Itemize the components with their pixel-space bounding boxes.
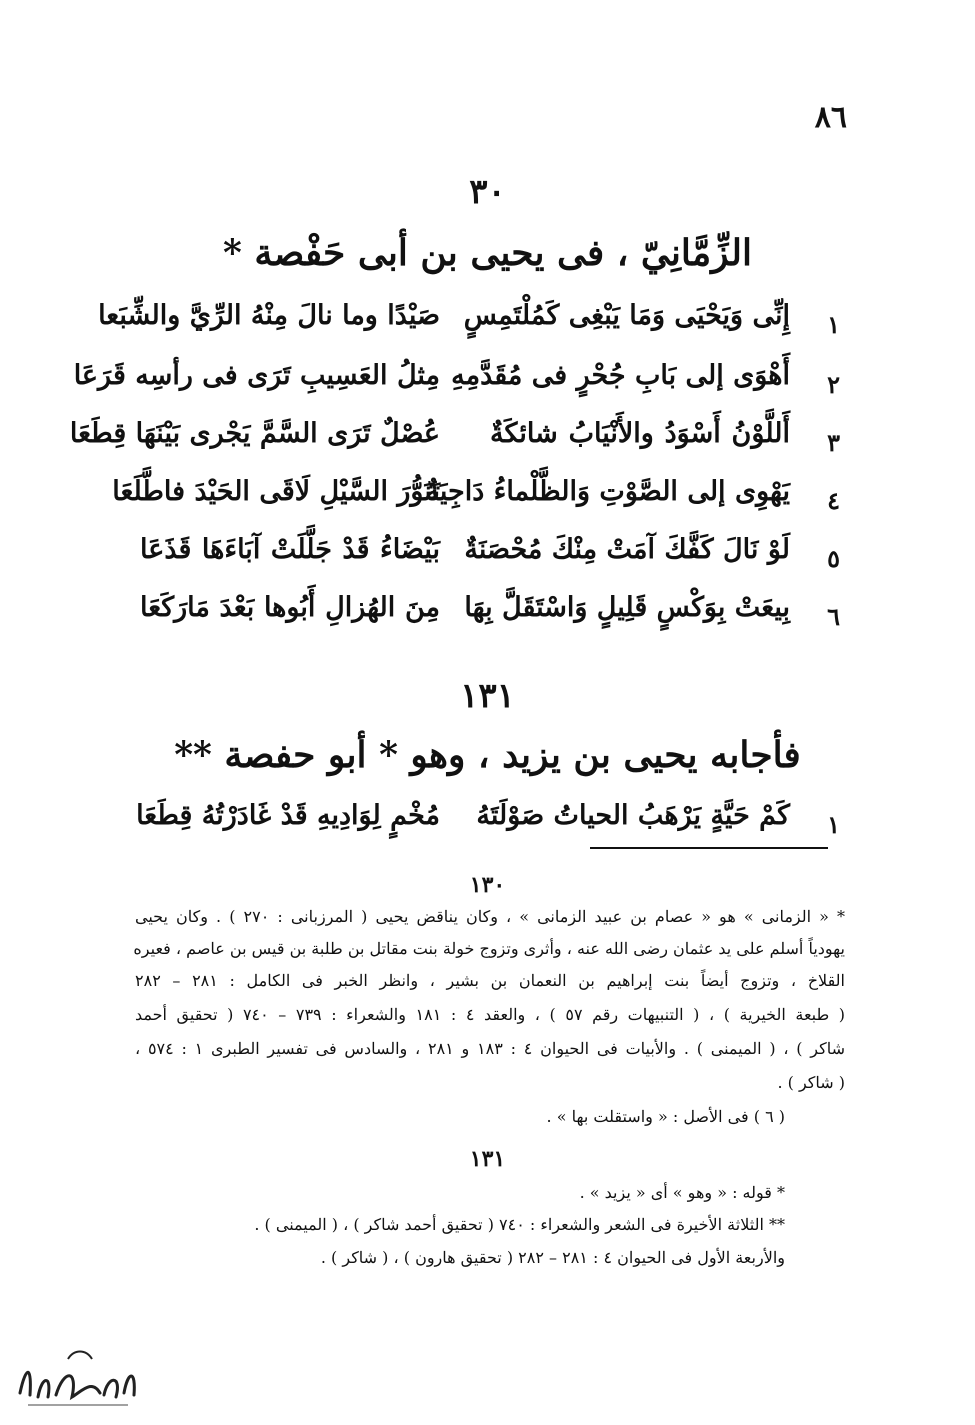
verse-second-hemistich: صَيْدًا وما نالَ مِنْهُ الرِّيَّ والشِّبَعا: [98, 300, 440, 331]
verse-first-hemistich: لَوْ نَالَ كَفَّكَ آمَتْ مِنْكَ مُحْصَنَةٌ: [464, 534, 790, 565]
verse-note: ( ٦ ) فى الأصل : « واستقلت بها » .: [546, 1107, 785, 1126]
page-number: ٨٦: [814, 100, 847, 135]
verse-first-hemistich: إِنِّى وَيَحْيَى وَمَا يَبْغِى كَمُلْتَمِسٍ: [463, 300, 790, 331]
footnote-separator: [590, 847, 828, 849]
note-line: يهودياً أسلم على يد عثمان رضى الله عنه ، وأثرى وتزوج خولة بنت مقاتل بن طلبة بن قيس بن عاصم ، فعيره: [133, 939, 845, 958]
notes-heading: ١٣١: [469, 1146, 506, 1172]
note-line: شاكر ) ، ( الميمنى ) . والأبيات فى الحيوان ٤ : ١٨٣ و ٢٨١ ، والسادس فى تفسير الطبرى ١ : ٥٧٤ ،: [135, 1039, 846, 1058]
verse-second-hemistich: بَيْضَاءُ قَدْ جَلَّلَتْ آبَاءَهَا قَذَعَا: [140, 534, 440, 565]
verse-line: [98, 300, 840, 356]
verse-line: [69, 418, 840, 474]
verse-first-hemistich: كَمْ حَيَّةٍ يَرْهَبُ الحياتُ صَوْلَتَهُ: [476, 800, 790, 831]
note-line: * قوله : « وهو » أى « يزيد » .: [579, 1183, 785, 1202]
note-line: ( طبعة الخيرية ) ، ( التنبيهات رقم ٥٧ ) ، والعقد ٤ : ١٨١ والشعراء : ٧٣٩ – ٧٤٠ ( تحقيق أحمد: [135, 1005, 846, 1024]
verse-number: ٤: [827, 486, 840, 515]
note-line: * « الزمانى » هو « عصام بن عبيد الزمانى » ، وكان يناقض يحيى ( المرزبانى : ٢٧٠ ) . وكان يحيى: [135, 907, 845, 926]
verse-second-hemistich: مِثلُ العَسِيبِ تَرَى فى رأسِه قَرَعَا: [73, 360, 440, 391]
verse-second-hemistich: تَنَوُّرَ السَّيْلِ لَاقَى الحَيْدَ فاطَّلَعَا: [112, 476, 440, 507]
note-line: والأربعة الأول فى الحيوان ٤ : ٢٨١ – ٢٨٢ ( تحقيق هارون ) ، ( شاكر ) .: [320, 1248, 785, 1267]
poem-number: ٣٠: [469, 172, 506, 212]
verse-line: [140, 592, 840, 648]
notes-heading: ١٣٠: [469, 872, 506, 898]
poem-title: فأجابه يحيى بن يزيد ، وهو * أبو حفصة **: [174, 734, 801, 776]
verse-line: [140, 534, 840, 590]
verse-number: ١: [827, 810, 840, 839]
verse-first-hemistich: أَللَّوْنُ أَسْوَدُ والأَنْيَابُ شائكَةٌ: [490, 418, 790, 449]
verse-line: [112, 476, 840, 532]
verse-second-hemistich: عُصْلٌ تَرَى السَّمَّ يَجْرى بَيْنَهَا قِطَعَا: [69, 418, 440, 449]
calligraphy-stamp: [8, 1335, 148, 1415]
note-line: ** الثلاثة الأخيرة فى الشعر والشعراء : ٧٤٠ ( تحقيق أحمد شاكر ) ، ( الميمنى ) .: [254, 1215, 785, 1234]
poem-title: الزِّمَّانِيّ ، فى يحيى بن أبى حَفْصة *: [222, 232, 753, 274]
verse-line: [73, 360, 840, 416]
verse-first-hemistich: أَهْوَى إلى بَابِ جُحْرٍ فى مُقَدَّمِهِ: [451, 360, 790, 391]
note-line: القلاخ ، وتزوج أيضاً بنت إبراهيم بن النعمان بن بشير ، وانظر الخبر فى الكامل : ٢٨١ – ٢٨٢: [135, 971, 845, 990]
verse-number: ١: [827, 310, 840, 339]
verse-number: ٢: [827, 370, 840, 399]
verse-first-hemistich: يَهْوِى إلى الصَّوْتِ وَالظَّلْماءُ دَاجِيَةٌ: [425, 476, 790, 507]
verse-second-hemistich: مِنَ الهُزالِ أَبُوها بَعْدَ مَارَكَعَا: [140, 592, 440, 623]
verse-number: ٥: [827, 544, 840, 573]
verse-first-hemistich: بِيعَتْ بِوَكْسٍ قَلِيلٍ وَاسْتَقَلَّ بِهَا: [464, 592, 790, 623]
verse-number: ٣: [827, 428, 840, 457]
note-line: ( شاكر ) .: [777, 1073, 845, 1092]
verse-number: ٦: [827, 602, 840, 631]
verse-second-hemistich: مُخْمٍ لِوَادِيهِ قَدْ غَادَرْتُهُ قِطَعَا: [136, 800, 440, 831]
poem-number: ١٣١: [460, 676, 515, 716]
